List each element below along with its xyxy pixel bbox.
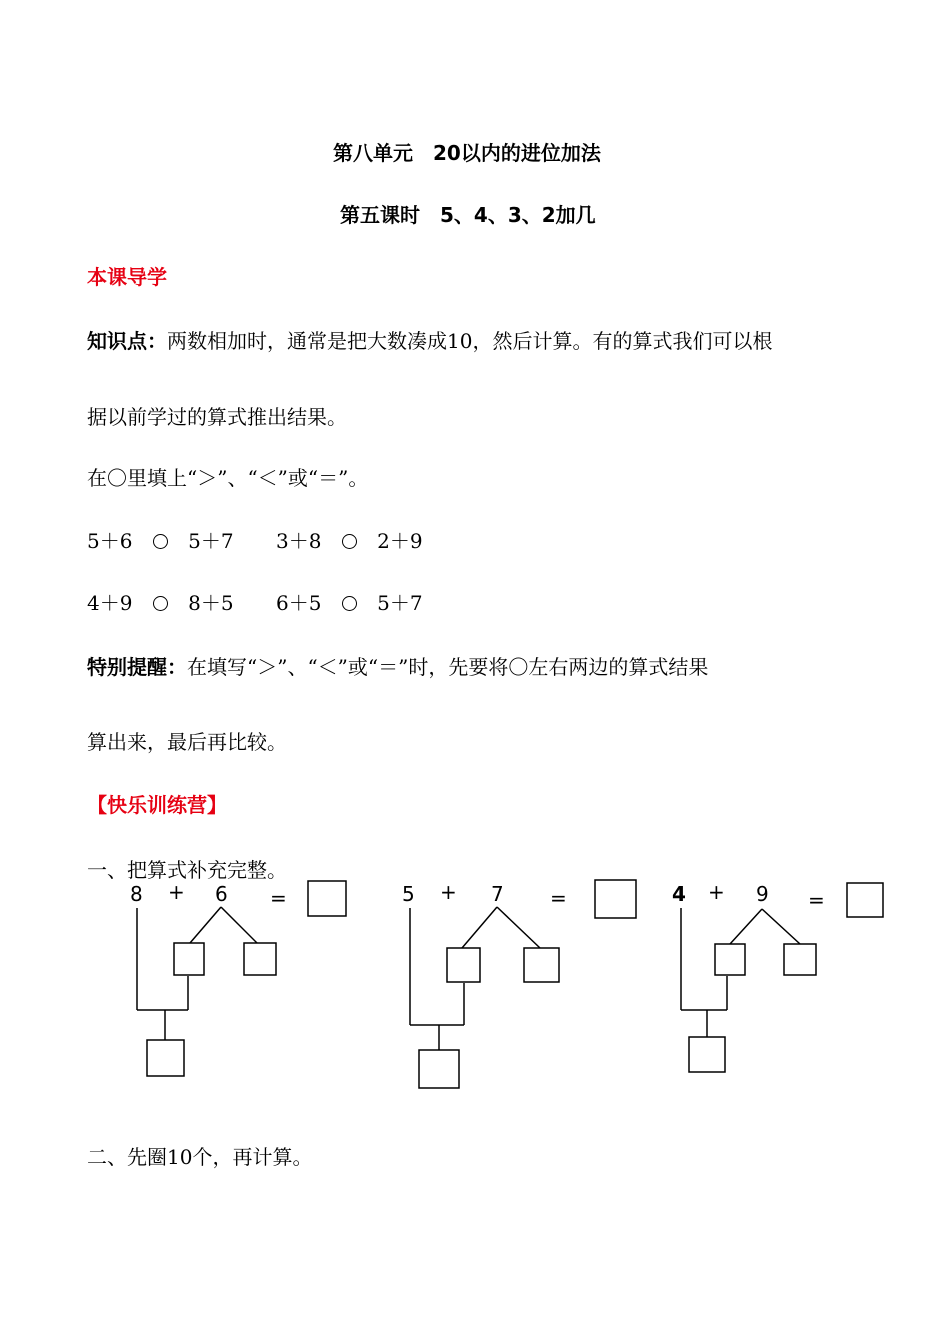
- compare-circle[interactable]: [342, 596, 357, 611]
- diagram-2-eq: =: [550, 886, 567, 910]
- comparison-4: [276, 591, 423, 615]
- lesson-title: 第五课时 5、4、3、2加几: [340, 203, 596, 227]
- comparison-2-left: 3＋8: [276, 529, 322, 553]
- diagram-1-op: +: [168, 880, 185, 904]
- diagram-1-eq: =: [270, 886, 287, 910]
- answer-box[interactable]: [847, 883, 883, 917]
- compare-circle[interactable]: [153, 596, 168, 611]
- diagram-2-op: +: [440, 880, 457, 904]
- diagram-1-a: 8: [130, 882, 143, 906]
- comparison-3: [87, 591, 234, 615]
- sum-box[interactable]: [147, 1040, 184, 1076]
- split-box[interactable]: [715, 944, 745, 975]
- practice-heading: 【快乐训练营】: [87, 793, 227, 817]
- compare-circle[interactable]: [342, 534, 357, 549]
- knowledge-line-2: 据以前学过的算式推出结果。: [87, 405, 347, 429]
- comparison-2-right: 2＋9: [377, 529, 423, 553]
- sum-box[interactable]: [419, 1050, 459, 1088]
- comparison-1-left: 5＋6: [87, 529, 133, 553]
- reminder-label: 特别提醒：: [87, 655, 187, 679]
- diagram-3-b: 9: [756, 882, 769, 906]
- split-box[interactable]: [244, 943, 276, 975]
- comparison-4-right: 5＋7: [377, 591, 423, 615]
- diagram-2: [402, 880, 636, 1088]
- knowledge-line-1: [87, 329, 772, 353]
- answer-box[interactable]: [595, 880, 636, 918]
- diagram-2-a: 5: [402, 882, 415, 906]
- knowledge-text-1: 两数相加时，通常是把大数凑成10，然后计算。有的算式我们可以根: [167, 329, 773, 353]
- unit-title: 第八单元 20以内的进位加法: [333, 141, 601, 165]
- knowledge-label: 知识点：: [87, 329, 167, 353]
- comparison-1-right: 5＋7: [188, 529, 234, 553]
- answer-box[interactable]: [308, 881, 346, 916]
- comparison-1: [87, 529, 234, 553]
- split-box[interactable]: [784, 944, 816, 975]
- guide-heading: 本课导学: [87, 265, 167, 289]
- split-box[interactable]: [447, 948, 480, 982]
- diagram-3: [672, 880, 883, 1072]
- compare-instruction: 在〇里填上“＞”、“＜”或“＝”。: [87, 466, 369, 490]
- question-2: 二、先圈10个，再计算。: [87, 1145, 313, 1169]
- compare-circle[interactable]: [153, 534, 168, 549]
- diagram-1-b: 6: [215, 882, 228, 906]
- diagram-2-b: 7: [491, 882, 504, 906]
- diagram-1: [130, 880, 346, 1076]
- sum-box[interactable]: [689, 1037, 725, 1072]
- diagram-3-op: +: [708, 880, 725, 904]
- comparison-3-left: 4＋9: [87, 591, 133, 615]
- split-box[interactable]: [174, 943, 204, 975]
- reminder-text-1: 在填写“＞”、“＜”或“＝”时，先要将〇左右两边的算式结果: [187, 655, 709, 679]
- comparison-4-left: 6＋5: [276, 591, 322, 615]
- comparison-2: [276, 529, 423, 553]
- diagram-3-eq: =: [808, 888, 825, 912]
- question-1: 一、把算式补充完整。: [87, 858, 287, 882]
- comparison-3-right: 8＋5: [188, 591, 234, 615]
- reminder-line-2: 算出来，最后再比较。: [87, 730, 287, 754]
- diagram-3-a: 4: [672, 882, 686, 906]
- split-box[interactable]: [524, 948, 559, 982]
- addition-diagrams: [0, 875, 950, 1105]
- reminder-line-1: [87, 655, 708, 679]
